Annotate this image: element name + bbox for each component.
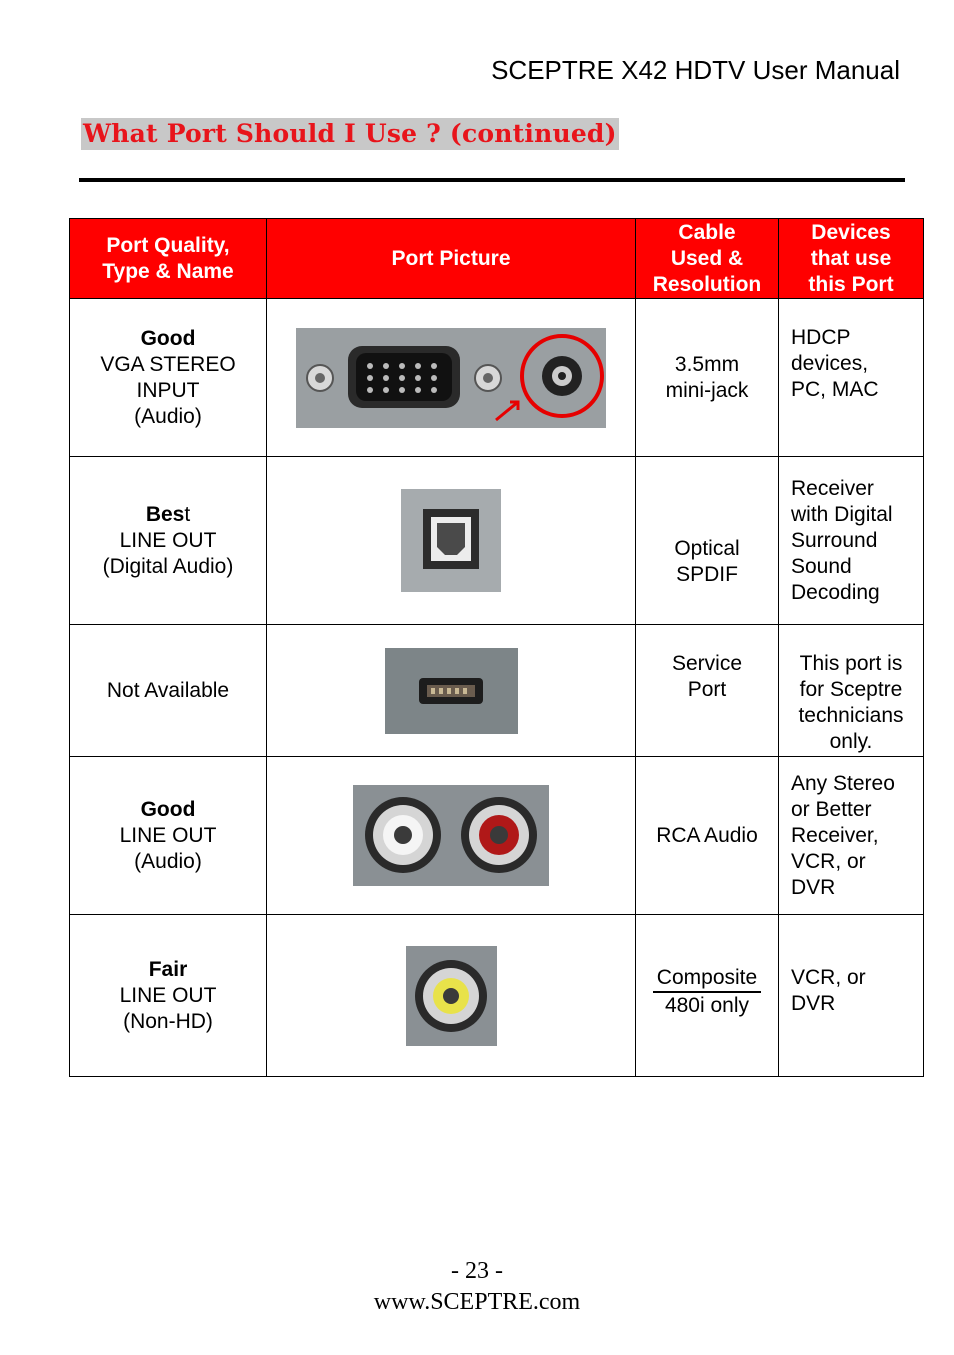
rca-audio-port-image (353, 785, 549, 886)
composite-port-image (406, 946, 497, 1046)
port-name: (Digital Audio) (102, 554, 234, 578)
port-quality-cell (70, 625, 267, 757)
table-header-row (70, 219, 924, 299)
header-picture: Port Picture (267, 219, 636, 299)
devices-text: This port is (799, 652, 903, 675)
port-name: Not Available (106, 678, 230, 702)
page-number: - 23 - (451, 1258, 503, 1284)
table-row (70, 299, 924, 457)
devices-text: HDCP (791, 326, 851, 349)
devices-text: Surround (791, 528, 878, 552)
table-row (70, 757, 924, 915)
port-name: (Non-HD) (123, 1009, 213, 1033)
port-picture-cell (267, 915, 636, 1077)
header-text: Used & (670, 246, 744, 270)
table-row (70, 915, 924, 1077)
cable-text: Port (687, 678, 727, 701)
devices-text: Sound (791, 554, 852, 578)
header-text: Port Quality, (106, 233, 230, 257)
header-text: Cable (678, 220, 736, 244)
header-cable (636, 219, 779, 299)
header-quality (70, 219, 267, 299)
devices-text: only. (829, 730, 873, 753)
port-name: LINE OUT (119, 528, 217, 552)
quality-label: Fair (148, 957, 188, 981)
header-text: Type & Name (102, 259, 234, 283)
header-text: Devices (811, 220, 891, 244)
header-text: Resolution (652, 272, 762, 296)
devices-text: VCR, or (791, 966, 866, 989)
port-name: (Audio) (134, 404, 202, 428)
devices-text: or Better (791, 797, 872, 821)
vga-audio-port-image (296, 328, 606, 428)
devices-text: with Digital (791, 502, 893, 526)
port-name: VGA STEREO (100, 352, 236, 376)
devices-text: Receiver, (791, 823, 879, 847)
port-picture-cell (267, 757, 636, 915)
port-name: LINE OUT (119, 823, 217, 847)
devices-text: Decoding (791, 580, 880, 604)
port-picture-cell (267, 299, 636, 457)
devices-cell (779, 915, 924, 1077)
optical-port-image (401, 489, 501, 592)
quality-label: Good (140, 326, 196, 350)
devices-text: PC, MAC (791, 378, 879, 401)
port-name: INPUT (136, 378, 200, 402)
cable-cell (636, 299, 779, 457)
devices-cell (779, 625, 924, 757)
devices-cell (779, 757, 924, 915)
devices-text: Any Stereo (791, 771, 895, 795)
devices-cell (779, 299, 924, 457)
devices-cell (779, 457, 924, 625)
cable-text: Composite (653, 965, 761, 993)
service-port-image (385, 648, 518, 734)
cable-cell (636, 457, 779, 625)
port-table (69, 218, 924, 1077)
port-quality-cell (70, 457, 267, 625)
cable-text: SPDIF (676, 563, 738, 586)
cable-text: RCA Audio (656, 823, 758, 847)
cable-text: 480i only (664, 994, 750, 1017)
port-quality-cell (70, 915, 267, 1077)
quality-label: Good (140, 797, 196, 821)
cable-cell (636, 757, 779, 915)
manual-title: SCEPTRE X42 HDTV User Manual (491, 55, 900, 85)
devices-text: devices, (791, 352, 869, 375)
cable-text: Service (671, 652, 743, 675)
table-row (70, 457, 924, 625)
port-name: LINE OUT (119, 983, 217, 1007)
devices-text: DVR (791, 992, 836, 1015)
port-quality-cell (70, 757, 267, 915)
quality-label-rest: t (184, 502, 191, 526)
header-text: this Port (808, 272, 894, 296)
devices-text: technicians (798, 704, 904, 727)
port-name: (Audio) (134, 849, 202, 873)
port-picture-cell (267, 625, 636, 757)
devices-text: DVR (791, 875, 836, 899)
header-devices (779, 219, 924, 299)
title-rule (79, 178, 905, 182)
devices-text: VCR, or (791, 849, 866, 873)
devices-text: Receiver (791, 476, 874, 500)
port-picture-cell (267, 457, 636, 625)
port-quality-cell (70, 299, 267, 457)
section-title: What Port Should I Use ? (continued) (83, 119, 617, 148)
footer-url: www.SCEPTRE.com (373, 1289, 581, 1315)
quality-label: Bes (145, 502, 185, 526)
devices-text: for Sceptre (799, 678, 903, 701)
cable-cell (636, 915, 779, 1077)
table-row (70, 625, 924, 757)
cable-text: mini-jack (665, 378, 749, 402)
cable-text: 3.5mm (674, 352, 740, 376)
cable-text: Optical (674, 537, 740, 560)
header-text: that use (810, 246, 892, 270)
cable-cell (636, 625, 779, 757)
